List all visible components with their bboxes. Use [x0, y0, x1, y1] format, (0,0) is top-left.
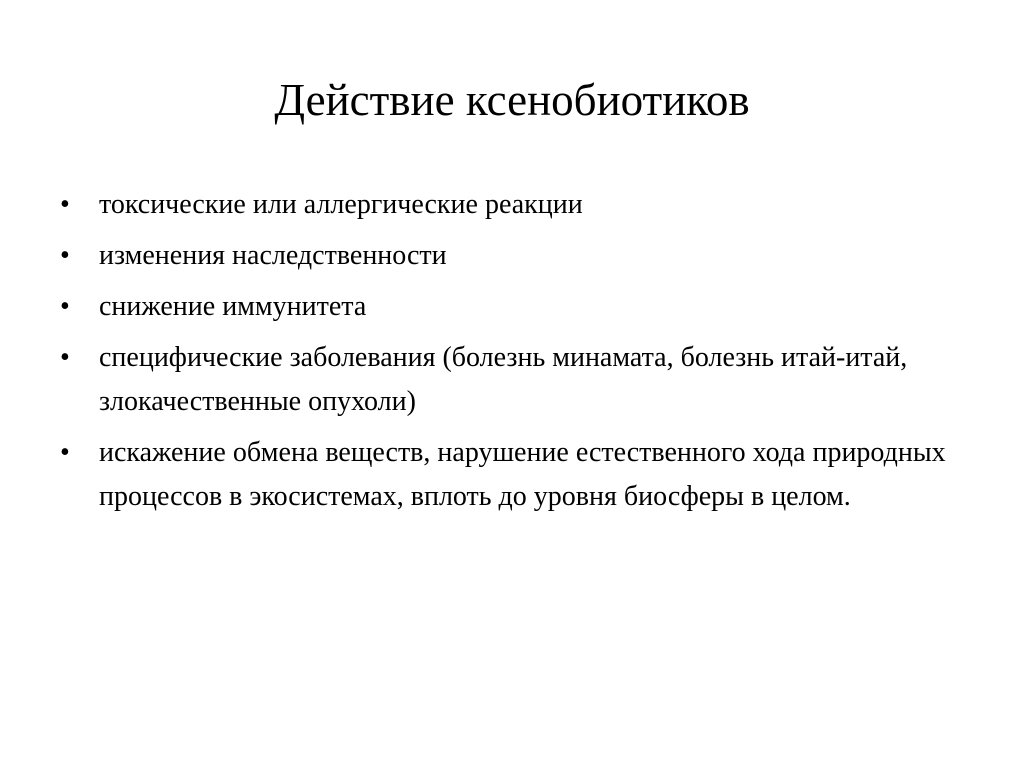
bullet-text: искажение обмена веществ, нарушение естественного хода природных процессов в экосистемах, вплоть до уровня биосферы в целом.: [99, 437, 946, 512]
bullet-icon: •: [60, 437, 70, 468]
bullet-icon: •: [60, 189, 70, 220]
slide-title: Действие ксенобиотиков: [274, 75, 750, 125]
bullet-icon: •: [60, 291, 70, 322]
bullet-text: изменения наследственности: [99, 240, 447, 271]
bullet-list: [60, 183, 980, 526]
bullet-text: снижение иммунитета: [99, 291, 367, 322]
bullet-icon: •: [60, 240, 70, 271]
bullet-item: [60, 285, 980, 329]
bullet-icon: •: [60, 342, 70, 373]
bullet-item: [60, 431, 980, 519]
bullet-text: специфические заболевания (болезнь минамата, болезнь итай-итай, злокачественные опухоли): [99, 342, 908, 417]
bullet-item: [60, 234, 980, 278]
bullet-text: токсические или аллергические реакции: [99, 189, 583, 220]
bullet-item: [60, 183, 980, 227]
bullet-item: [60, 336, 980, 424]
